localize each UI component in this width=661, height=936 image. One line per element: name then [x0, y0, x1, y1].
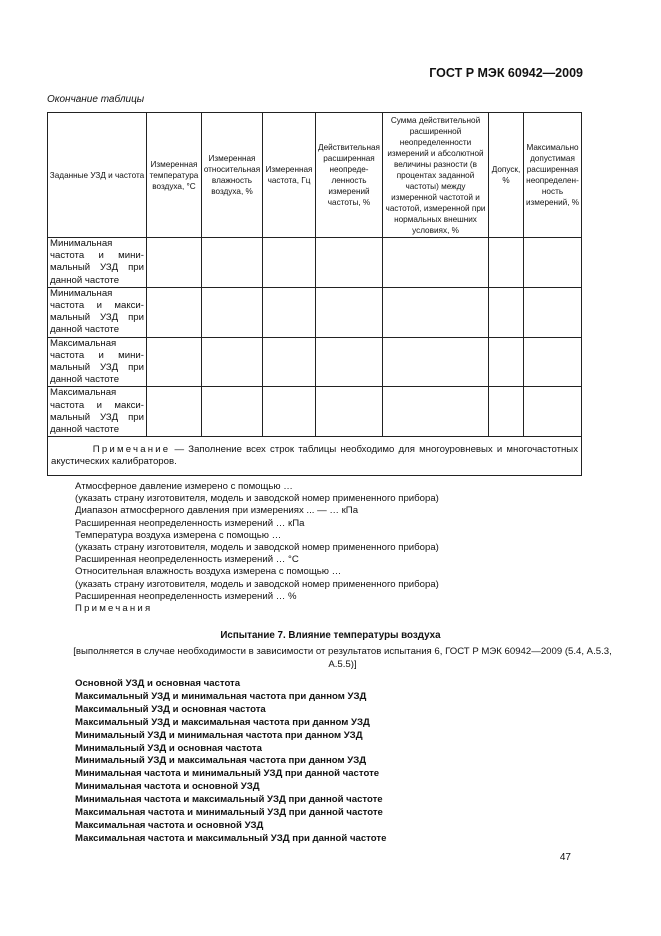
- cell[interactable]: [263, 287, 316, 337]
- cell[interactable]: [524, 238, 582, 288]
- cell[interactable]: [147, 387, 202, 437]
- list-item: Минимальный УЗД и основная частота: [75, 742, 262, 754]
- cell[interactable]: [489, 287, 524, 337]
- cell[interactable]: [316, 238, 383, 288]
- table-header-row: [48, 113, 582, 238]
- results-table: [47, 112, 582, 476]
- list-item: Максимальная частота и основной УЗД: [75, 819, 264, 831]
- list-item: Минимальный УЗД и минимальная частота при данном УЗД: [75, 729, 363, 741]
- list-item: Минимальная частота и основной УЗД: [75, 781, 260, 793]
- cell[interactable]: [202, 287, 263, 337]
- cell[interactable]: [524, 337, 582, 387]
- field-line: Относительная влажность воздуха измерена с помощью …: [75, 566, 342, 578]
- col-header: Сумма действительной расширенной неопределенности измерений и абсолютной величины разности (в процентах заданной частоты) между измеренной частотой и частотой, измеренной при нормальных внешних условиях, %: [383, 113, 489, 238]
- measurement-fields: [75, 481, 439, 615]
- row-label: Минимальная частота и макси-мальный УЗД при данной частоте: [48, 287, 147, 337]
- table-note-row: [48, 437, 582, 476]
- field-line: Расширенная неопределенность измерений … °С: [75, 554, 299, 566]
- cell[interactable]: [489, 387, 524, 437]
- list-item: Минимальная частота и максимальный УЗД при данной частоте: [75, 794, 383, 806]
- list-item: Минимальная частота и минимальный УЗД при данной частоте: [75, 768, 380, 780]
- col-header: Измеренная частота, Гц: [263, 113, 316, 238]
- list-item: Максимальный УЗД и основная частота: [75, 703, 266, 715]
- note-text: — Заполнение всех строк таблицы необходимо для многоуровневых и многочастотных акустических калибраторов.: [51, 443, 578, 468]
- notes-label: Примечания: [75, 603, 153, 615]
- cell[interactable]: [383, 287, 489, 337]
- table-note: [48, 437, 582, 476]
- cell[interactable]: [147, 337, 202, 387]
- cell[interactable]: [202, 238, 263, 288]
- cell[interactable]: [316, 387, 383, 437]
- row-label: Максимальная частота и мини-мальный УЗД при данной частоте: [48, 337, 147, 387]
- table-caption: Окончание таблицы: [47, 94, 145, 105]
- cell[interactable]: [263, 387, 316, 437]
- note-label: Примечание: [92, 443, 171, 455]
- field-line: Расширенная неопределенность измерений … кПа: [75, 517, 305, 529]
- cell[interactable]: [489, 238, 524, 288]
- cell[interactable]: [489, 337, 524, 387]
- table-row: [48, 238, 582, 288]
- field-line: (указать страну изготовителя, модель и заводской номер примененного прибора): [75, 493, 439, 505]
- cell[interactable]: [202, 337, 263, 387]
- col-header: Допуск, %: [489, 113, 524, 238]
- col-header: Измеренная относительная влажность воздуха, %: [202, 113, 263, 238]
- field-line: (указать страну изготовителя, модель и заводской номер примененного прибора): [75, 542, 439, 554]
- list-item: Максимальная частота и максимальный УЗД при данной частоте: [75, 832, 387, 844]
- conditions-list: [75, 678, 386, 846]
- cell[interactable]: [316, 287, 383, 337]
- cell[interactable]: [524, 387, 582, 437]
- list-item: Максимальный УЗД и минимальная частота при данном УЗД: [75, 690, 367, 702]
- cell[interactable]: [147, 238, 202, 288]
- row-label: Минимальная частота и мини-мальный УЗД при данной частоте: [48, 238, 147, 288]
- table-row: [48, 337, 582, 387]
- cell[interactable]: [263, 337, 316, 387]
- cell[interactable]: [263, 238, 316, 288]
- field-line: Расширенная неопределенность измерений … %: [75, 590, 297, 602]
- col-header: Заданные УЗД и частота: [48, 113, 147, 238]
- list-item: Максимальный УЗД и максимальная частота при данном УЗД: [75, 716, 370, 728]
- table-row: [48, 387, 582, 437]
- field-line: (указать страну изготовителя, модель и заводской номер примененного прибора): [75, 578, 439, 590]
- col-header: Действительная расширенная неопреде-ленность измерений частоты, %: [316, 113, 383, 238]
- page-number: 47: [559, 852, 571, 863]
- cell[interactable]: [316, 337, 383, 387]
- cell[interactable]: [147, 287, 202, 337]
- cell[interactable]: [383, 337, 489, 387]
- field-line: Температура воздуха измерена с помощью …: [75, 529, 282, 541]
- field-line: Диапазон атмосферного давления при измерениях ... — … кПа: [75, 505, 359, 517]
- list-item: Минимальный УЗД и максимальная частота при данном УЗД: [75, 755, 367, 767]
- col-header: Измеренная температура воздуха, °С: [147, 113, 202, 238]
- list-item: Основной УЗД и основная частота: [75, 678, 241, 689]
- standard-header: ГОСТ Р МЭК 60942—2009: [429, 66, 583, 80]
- row-label: Максимальная частота и макси-мальный УЗД при данной частоте: [48, 387, 147, 437]
- col-header: Максимально допустимая расширенная неопределен-ность измерений, %: [524, 113, 582, 238]
- cell[interactable]: [383, 387, 489, 437]
- cell[interactable]: [202, 387, 263, 437]
- cell[interactable]: [383, 238, 489, 288]
- test-subtitle: [выполняется в случае необходимости в зависимости от результатов испытания 6, ГОСТ Р МЭК 60942—2009 (5.4, А.5.3, А.5.5)]: [73, 646, 612, 670]
- cell[interactable]: [524, 287, 582, 337]
- test-title: Испытание 7. Влияние температуры воздуха: [220, 630, 441, 641]
- table-row: [48, 287, 582, 337]
- list-item: Максимальная частота и минимальный УЗД при данной частоте: [75, 807, 383, 819]
- field-line: Атмосферное давление измерено с помощью …: [75, 481, 293, 492]
